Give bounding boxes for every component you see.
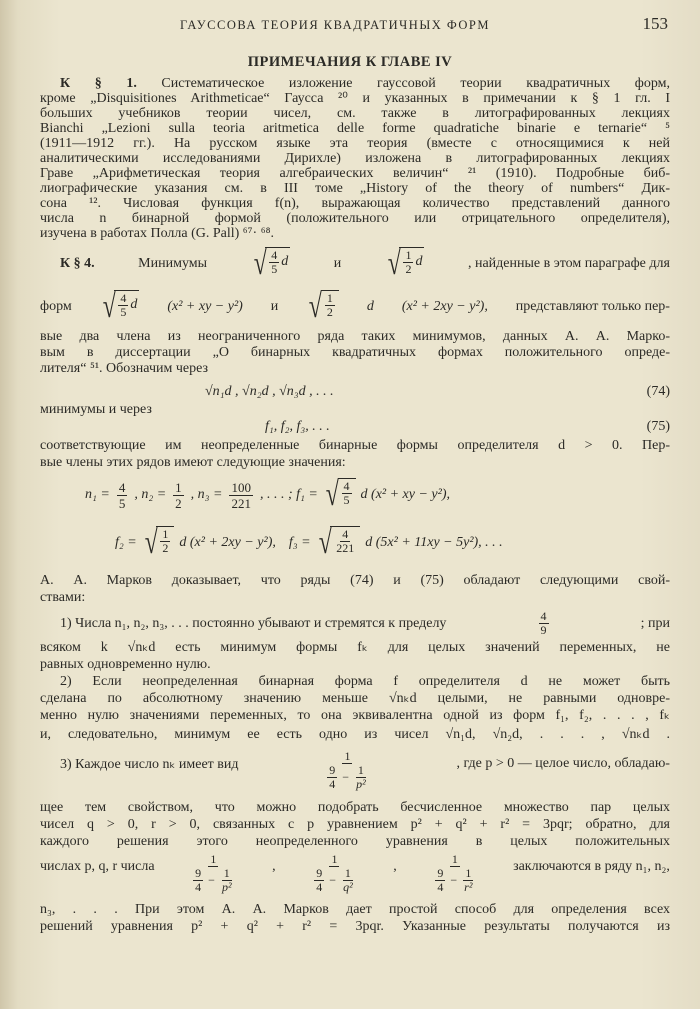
numerator: 4 xyxy=(342,526,349,541)
numerator: 1 xyxy=(326,290,333,305)
text: 3) Каждое число nₖ имеет вид xyxy=(60,757,239,772)
denominator: p² xyxy=(356,777,366,791)
sqrt-expression: √ $\frac{4}{221}$ xyxy=(316,526,361,560)
text-line: чисел q > 0, r > 0, связанных с p уравнением p² + q² + r² = 3pqr; обратно, для xyxy=(40,817,670,832)
var: d xyxy=(130,297,138,312)
denominator: 2 xyxy=(162,540,169,555)
text: d (x² + xy − y²), xyxy=(360,487,450,502)
minus: − xyxy=(208,873,215,887)
section-title: ПРИМЕЧАНИЯ К ГЛАВЕ IV xyxy=(247,54,453,70)
text-line: сона ¹². Числовая функция f(n), выражающая количество представлений данного xyxy=(40,196,670,211)
numerator: 4 xyxy=(271,247,278,262)
numbers-line xyxy=(40,853,670,894)
note-lead: К § 1. xyxy=(60,76,137,91)
denominator: 221 xyxy=(336,540,355,555)
denominator: q² xyxy=(343,880,353,894)
text: , n₃ = xyxy=(190,487,223,502)
text-line: Граве „Арифметическая теория алгебраических величин“ ²¹ (1910). Подробные биб- xyxy=(40,166,670,181)
numerator: 1 xyxy=(344,749,351,763)
sqrt-expression: √ $\frac{4}{5}$ d xyxy=(253,245,289,282)
text: , xyxy=(393,859,397,874)
denominator: 5 xyxy=(343,492,350,507)
text: и xyxy=(333,256,342,271)
text: и xyxy=(270,299,279,314)
sqrt-expression: √ $\frac{1}{2}$ xyxy=(142,526,175,560)
equation-74 xyxy=(205,384,334,400)
denominator: 9 xyxy=(540,623,547,637)
text-line: сделана по абсолютному значению меньше √nₖd целыми, не равными одновре- xyxy=(40,691,670,706)
sqrt-expression: √ $\frac{4}{5}$ xyxy=(323,478,356,512)
text-line: лителя“ ⁵¹. Обозначим через xyxy=(40,361,208,376)
math-line xyxy=(60,247,670,281)
text-line: ствами: xyxy=(40,590,86,605)
text-line: Bianchi „Lezioni sulla teoria aritmetica delle forme quadratiche binarie e ternarie“ ⁵ xyxy=(40,121,670,136)
text-line: кроме „Disquisitiones Arithmeticae“ Гаусса ²⁰ и указанных в примечании к § 1 гл. I xyxy=(40,91,670,106)
text-line: (1911—1912 гг.). На русском языке эта теория (вместе с относящимися к ней xyxy=(40,136,670,151)
text: форм xyxy=(40,299,72,314)
denominator: 5 xyxy=(120,304,127,319)
equation-75 xyxy=(265,419,330,435)
text: f₃ = xyxy=(288,535,311,550)
text: , найденные в этом параграфе для xyxy=(467,256,670,271)
form-expression: (x² + 2xy − y²), xyxy=(401,299,488,314)
property-1-head xyxy=(60,610,670,637)
numerator: 9 xyxy=(316,866,323,880)
numerator: 4 xyxy=(118,479,126,495)
text: ; при xyxy=(640,615,670,631)
text: заключаются в ряду n₁, n₂, xyxy=(513,859,670,874)
denominator: 2 xyxy=(405,261,412,276)
text: , где p > 0 — целое число, обладаю- xyxy=(456,756,670,771)
text-line: больших учебников теории чисел, см. также в литографированных лекциях xyxy=(40,106,670,121)
text-line: лиографические указания см. в III томе „History of the theory of numbers“ Дик- xyxy=(40,181,670,196)
text: Минимумы xyxy=(138,256,208,271)
text-line: числа n бинарной формой (положительного или отрицательного определителя), xyxy=(40,211,670,226)
var: d xyxy=(415,254,423,269)
text-line: вые два члена из неограниченного ряда таких минимумов, данных А. А. Марко- xyxy=(40,329,670,344)
text-line: вым в диссертации „О бинарных квадратичных формах положительного опреде- xyxy=(40,345,670,360)
denominator: 5 xyxy=(271,261,278,276)
text: n₁ = xyxy=(85,487,110,502)
numerator: 1 xyxy=(331,852,338,866)
running-title: ГАУССОВА ТЕОРИЯ КВАДРАТИЧНЫХ ФОРМ xyxy=(180,18,490,32)
numerator: 1 xyxy=(451,852,458,866)
minus: − xyxy=(329,873,337,887)
numerator: 1 xyxy=(223,866,230,880)
property-3-head xyxy=(60,750,670,791)
minus: − xyxy=(450,873,458,887)
var: d xyxy=(366,299,374,314)
text: , xyxy=(272,859,276,874)
page-number: 153 xyxy=(642,14,668,33)
text-line: 2) Если неопределенная бинарная форма f определителя d не может быть xyxy=(60,674,670,689)
values-equation xyxy=(85,478,450,512)
equation-expression: √n₁d , √n₂d , √n₃d , . . . xyxy=(205,384,334,399)
sqrt-expression: √ $\frac{4}{5}$ d xyxy=(102,288,138,325)
text: числах p, q, r числа xyxy=(40,859,155,874)
values-equation xyxy=(115,526,503,560)
sqrt-expression: √ $\frac{1}{2}$ d xyxy=(387,245,423,282)
equation-expression: f₁, f₂, f₃, . . . xyxy=(265,419,330,434)
numerator: 1 xyxy=(210,852,217,866)
denominator: p² xyxy=(221,880,232,894)
numerator: 100 xyxy=(231,479,251,495)
numerator: 1 xyxy=(405,247,412,262)
text-line: минимумы и через xyxy=(40,402,152,417)
numerator: 4 xyxy=(343,478,350,493)
text-line: А. А. Марков доказывает, что ряды (74) и (75) обладают следующими свой- xyxy=(40,573,670,588)
form-expression: (x² + xy − y²) xyxy=(167,299,243,314)
denominator: 4 xyxy=(329,777,336,791)
numerator: 4 xyxy=(120,290,127,305)
numerator: 9 xyxy=(437,866,444,880)
denominator: 5 xyxy=(118,495,126,511)
text: 1) Числа n₁, n₂, n₃, . . . постоянно убывают и стремятся к пределу xyxy=(60,615,447,631)
numerator: 1 xyxy=(162,526,169,541)
text-line: менно нулю значениями переменных, то она эквивалентна одной из форм f₁, f₂, . . . , fₖ xyxy=(40,708,670,723)
text: представляют только пер- xyxy=(515,299,670,314)
text-line: и, следовательно, минимум ее есть одно из чисел √n₁d, √n₂d, . . . , √nₖd . xyxy=(40,727,670,742)
line-text: Систематическое изложение гауссовой теории квадратичных форм, xyxy=(161,76,670,91)
equation-label: (75) xyxy=(646,419,670,434)
numerator: 9 xyxy=(329,763,336,777)
text-line: каждого решения этого неопределенного уравнения в целых положительных xyxy=(40,834,670,849)
denominator: r² xyxy=(464,880,473,894)
numerator: 1 xyxy=(175,479,182,495)
text-line: соответствующие им неопределенные бинарные формы определителя d > 0. Пер- xyxy=(40,438,670,453)
denominator: 221 xyxy=(231,495,251,511)
text-line: решений уравнения p² + q² + r² = 3pqr. Указанные результаты получаются из xyxy=(40,919,670,934)
sqrt-expression: √ $\frac{1}{2}$ xyxy=(306,290,339,324)
denominator: 4 xyxy=(195,880,202,894)
text-line: изучена в работах Полла (G. Pall) ⁶⁷· ⁶⁸. xyxy=(40,226,274,241)
text: d (5x² + 11xy − 5y²), . . . xyxy=(365,535,503,550)
text: f₂ = xyxy=(115,535,137,550)
text-line: равных одновременно нулю. xyxy=(40,657,211,672)
text-line: щее тем свойством, что можно подобрать бесчисленное множество пар целых xyxy=(40,800,670,815)
text: , n₂ = xyxy=(134,487,167,502)
math-line xyxy=(40,290,670,324)
text-line: вые члены этих рядов имеют следующие значения: xyxy=(40,455,346,470)
numerator: 4 xyxy=(540,609,547,623)
note-lead: К § 4. xyxy=(60,256,95,271)
denominator: 4 xyxy=(437,880,444,894)
numerator: 9 xyxy=(195,866,202,880)
numerator: 1 xyxy=(357,763,364,777)
denominator: 2 xyxy=(175,495,182,511)
text: d (x² + 2xy − y²), xyxy=(179,535,276,550)
equation-label: (74) xyxy=(646,384,670,399)
minus: − xyxy=(342,770,350,784)
text-line: n₃, . . . При этом А. А. Марков дает простой способ для определения всех xyxy=(40,902,670,917)
denominator: 2 xyxy=(326,304,333,319)
text: , . . . ; f₁ = xyxy=(259,487,318,502)
text-line: аналитическими исследованиями Дирихле) изложена в литографированных лекциях xyxy=(40,151,670,166)
denominator: 4 xyxy=(316,880,323,894)
text-line: всяком k √nₖd есть минимум формы fₖ для целых значений переменных, не xyxy=(40,640,670,655)
numerator: 1 xyxy=(465,866,472,880)
numerator: 1 xyxy=(344,866,351,880)
var: d xyxy=(281,254,289,269)
